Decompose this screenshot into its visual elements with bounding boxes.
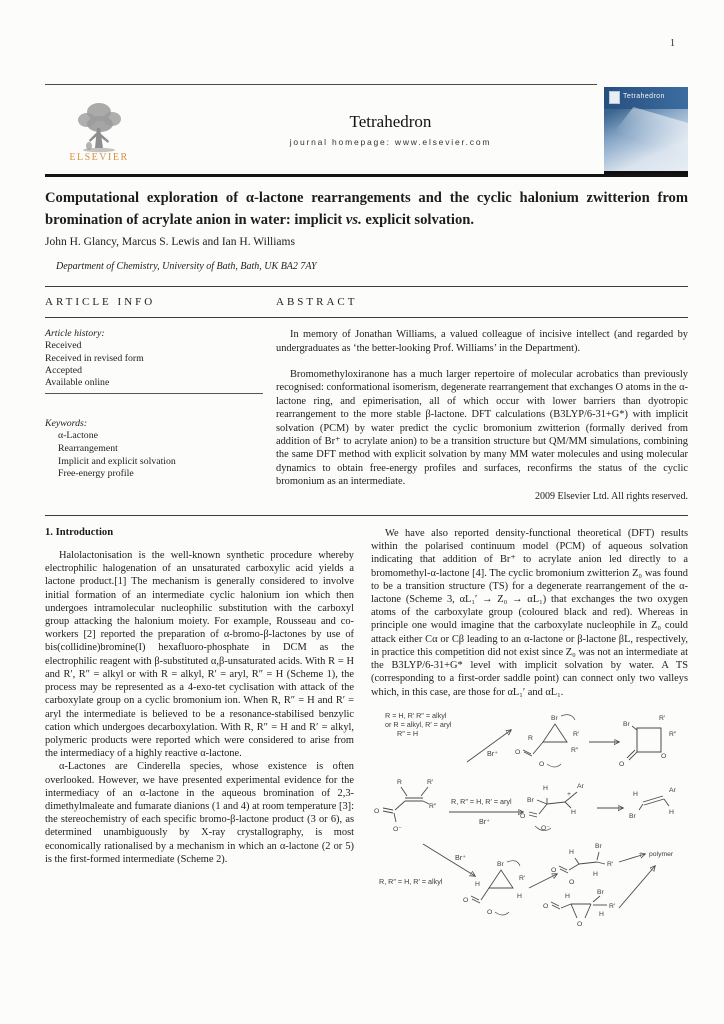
- atom-label: R″: [571, 746, 579, 754]
- atom-label: Br: [497, 860, 504, 868]
- reagent-label: Br⁺: [455, 852, 466, 862]
- authors-line: John H. Glancy, Marcus S. Lewis and Ian H. Williams: [45, 236, 295, 249]
- right-paragraph-1: We have also reported density-functional theoretical (DFT) results within the polarised continuum model (PCM) of aqueous solvation indicating that addition of Br⁺ to acrylate anion led directly to a bromomethyl-α-lactone [4]. The cyclic bromonium zwitterion Z₀ was found to be a transition structure (TS) for a degenerate rearrangement of the α-lactone (Scheme 3, αL₁′ → Z₀ → αL₁) that exchanges the two oxygen atoms of the carboxylate group (coloured black and red). Whereas in principle one would imagine that the carboxylate nucleophile in Z₀ could attack either Cα or Cβ leading to an α-lactone or β-lactone βL, respectively, in practice this competition did not exist since Z₀ was not an intermediate at the B3LYP/6-31+G* level with implicit solvation by water. A TS (corresponding to a first-order saddle point) can connect only two valleys which, in this case, are those for αL₁′ and αL₁.: [371, 528, 688, 698]
- copyright-line: 2009 Elsevier Ltd. All rights reserved.: [534, 490, 688, 502]
- paper-title-vs: vs.: [345, 211, 362, 228]
- atom-label: O: [543, 902, 549, 910]
- atom-label: O: [520, 812, 526, 820]
- alkene-product-structure: [629, 787, 677, 820]
- atom-label: O⁻: [393, 825, 402, 833]
- body-right-column: [371, 527, 688, 949]
- reagent-label: Br⁺: [487, 748, 498, 758]
- elsevier-logo: [45, 96, 153, 163]
- abstract-column: [276, 318, 688, 503]
- atom-label: R: [528, 734, 533, 742]
- page-content: [45, 0, 688, 949]
- atom-label: H: [569, 848, 574, 856]
- history-item-received: Received: [45, 340, 82, 352]
- condition-label: R = H, R′ R″ = alkyl: [385, 710, 447, 720]
- section-heading-introduction: 1. Introduction: [45, 527, 114, 539]
- rule-below-abstract: [45, 515, 688, 516]
- reaction-arrow: [423, 844, 475, 876]
- body-left-column: [45, 527, 354, 949]
- atom-label: R′: [659, 714, 666, 722]
- polymer-label: polymer: [649, 850, 674, 858]
- atom-label: O: [569, 878, 575, 886]
- scheme-1-drawing: [371, 702, 688, 944]
- bromonium-structure-top: [515, 714, 580, 767]
- atom-label: O: [463, 896, 469, 904]
- beta-lactone-structure: [619, 715, 677, 768]
- atom-label: H: [593, 870, 598, 878]
- scheme-conditions-row1: [385, 711, 452, 738]
- atom-label: H: [669, 808, 674, 816]
- atom-label: Br: [551, 714, 558, 722]
- condition-label: R, R″ = H, R′ = alkyl: [379, 876, 443, 886]
- benzylic-cation-structure: [520, 783, 585, 832]
- history-item-available: Available online: [45, 377, 110, 388]
- article-info-heading: ARTICLE INFO: [45, 296, 156, 309]
- reagent-label: Br⁺: [479, 816, 490, 826]
- abstract-body: Bromomethyloxiranone has a much larger repertoire of molecular acrobatics than previously recognised: conformational isomerism, degenerate rearrangement that exchanges O atoms in the α-lactone ring, and epimerisation, all of which occur with lower barriers than dyotropic rearrangement to the more stable β-lactone. DFT calculations (B3LYP/6-31+G*) with implicit solvation (PCM) by water predict the cyclic bromonium zwitterion (formally derived from addition of Br⁺ to acrylate anion) to be a transition structure but QM/MM simulations, combining the same DFT method with explicit solvation by many MM water molecules and using molecular dynamics to obtain free-energy profiles and surfaces, reconfirms the status of the cyclic bromonium as an intermediate.: [276, 369, 688, 488]
- atom-label: Br: [629, 812, 636, 820]
- atom-label: H: [565, 892, 570, 900]
- atom-label: O⁻: [541, 824, 550, 832]
- keyword-item: Rearrangement: [58, 443, 118, 454]
- reaction-arrow: [619, 854, 645, 862]
- keywords-label: Keywords:: [45, 418, 88, 430]
- atom-label: R: [397, 778, 402, 786]
- condition-label: R, R″ = H, R′ = aryl: [451, 796, 512, 806]
- banner-top-rule: [45, 84, 597, 85]
- atom-label: R′: [427, 778, 434, 786]
- condition-label: or R = alkyl, R′ = aryl: [385, 719, 452, 729]
- atom-label: R″: [669, 730, 677, 738]
- atom-label: H: [543, 784, 548, 792]
- journal-name: Tetrahedron: [349, 111, 432, 131]
- publisher-name: ELSEVIER: [69, 151, 129, 163]
- atom-label: Ar: [669, 786, 676, 794]
- rule-above-headings: [45, 286, 688, 287]
- keyword-item: α-Lactone: [58, 430, 98, 442]
- atom-label: O: [515, 748, 521, 756]
- atom-label: H: [571, 808, 576, 816]
- alpha-lactone-structure: [543, 889, 616, 928]
- history-divider-rule: [45, 393, 263, 394]
- acrylate-structure: [374, 779, 437, 833]
- cover-logo-square: [609, 91, 620, 104]
- atom-label: O: [619, 760, 625, 768]
- article-history-label: Article history:: [45, 328, 105, 340]
- open-chain-structure: [551, 843, 614, 886]
- atom-label: Br: [597, 888, 604, 896]
- atom-label: Ar: [577, 782, 584, 790]
- intro-paragraph-1: Halolactonisation is the well-known synthetic procedure whereby electrophilic halogenation of an unsaturated carboxylic acid yields a lactone product.[1] The mechanism is generally considered to involve initial formation of an intermediate cyclic halonium ion which then undergoes intramolecular nucleophilic substitution with the carboxyl group attacking the halonium moiety. For example, Rousseau and co-workers [2] reported the preparation of α-bromo-β-lactones by use of bis(collidine)bromine(I) hexafluoro-phosphate in DCM as the electrophilic reagent with β-substituted α,β-unsaturated acids. With R = H and R′, R″ = alkyl or with R = alkyl, R′ = aryl, R″ = H (Scheme 1), the process may be represented as a 4-exo-tet cyclisation with attack of the carboxylate group on a cyclic bromonium ion. When R, R″ = H and R′ = aryl the intermediate is believed to be a resonance-stabilised benzylic cation which undergoes decarboxylation. With R, R″ = H and R′ = alkyl, polymeric products were reported which were considered to arise from the intermediacy of a highly reactive α-lactone.: [45, 550, 354, 760]
- intro-paragraph-2: α-Lactones are Cinderella species, whose existence is often overlooked. However, we have presented experimental evidence for the intermediacy of an α-lactone in the aqueous bromination of 2,3-dimethylmaleate and fumarate dianions (1 and 4) at room temperature [3]: the stereochemistry of each specific bromo-β-lactone product (3 or 6), as determined unambiguously by X-ray crystallography, is most economically rationalised by a mechanism in which an α-lactone (2 or 5) is the first-formed intermediate (Scheme 2).: [45, 761, 354, 865]
- atom-label: H: [599, 910, 604, 918]
- atom-label: O: [577, 920, 583, 928]
- history-item-revised: Received in revised form: [45, 352, 144, 364]
- atom-label: R′: [609, 902, 616, 910]
- journal-banner: [45, 84, 688, 177]
- paper-title-post: explicit solvation.: [361, 211, 475, 228]
- atom-label: R′: [519, 874, 526, 882]
- paper-title: [45, 188, 688, 231]
- condition-label: R″ = H: [397, 728, 419, 738]
- article-info-column: [45, 318, 267, 503]
- charge-label: +: [567, 790, 571, 798]
- atom-label: R′: [607, 860, 614, 868]
- reaction-arrow: [529, 874, 557, 888]
- atom-label: H: [475, 880, 480, 888]
- atom-label: H: [517, 892, 522, 900]
- atom-label: O: [551, 866, 557, 874]
- atom-label: Br: [527, 796, 534, 804]
- cover-title: Tetrahedron: [623, 93, 665, 100]
- page-number: 1: [670, 38, 675, 49]
- atom-label: O: [539, 760, 545, 768]
- reaction-arrow: [619, 866, 655, 908]
- keyword-item: Implicit and explicit solvation: [58, 455, 176, 467]
- cover-artwork: [604, 107, 688, 171]
- bromonium-structure-bottom: [463, 860, 526, 915]
- atom-label: O: [374, 807, 380, 815]
- affiliation-line: Department of Chemistry, University of Bath, Bath, UK BA2 7AY: [56, 261, 317, 273]
- atom-label: Br: [623, 720, 630, 728]
- atom-label: R″: [429, 802, 437, 810]
- atom-label: H: [633, 790, 638, 798]
- abstract-dedication: In memory of Jonathan Williams, a valued colleague of incisive intellect (and regarded by undergraduates as ‘the better-looking Prof. Williams’ in the Department).: [276, 329, 688, 354]
- elsevier-tree-icon: [67, 100, 131, 154]
- scheme-1-figure: [371, 702, 688, 949]
- atom-label: R′: [573, 730, 580, 738]
- abstract-heading: ABSTRACT: [276, 296, 358, 309]
- history-item-accepted: Accepted: [45, 364, 82, 376]
- atom-label: O: [661, 752, 667, 760]
- journal-homepage-link[interactable]: journal homepage: www.elsevier.com: [289, 136, 492, 147]
- keyword-item: Free-energy profile: [58, 468, 134, 480]
- atom-label: Br: [595, 842, 602, 850]
- atom-label: O: [487, 908, 493, 916]
- paper-title-pre: Computational exploration of α-lactone rearrangements and the cyclic halonium zwitterion from bromination of acrylate anion in water: implicit: [45, 190, 688, 228]
- journal-cover-thumbnail: [604, 87, 688, 171]
